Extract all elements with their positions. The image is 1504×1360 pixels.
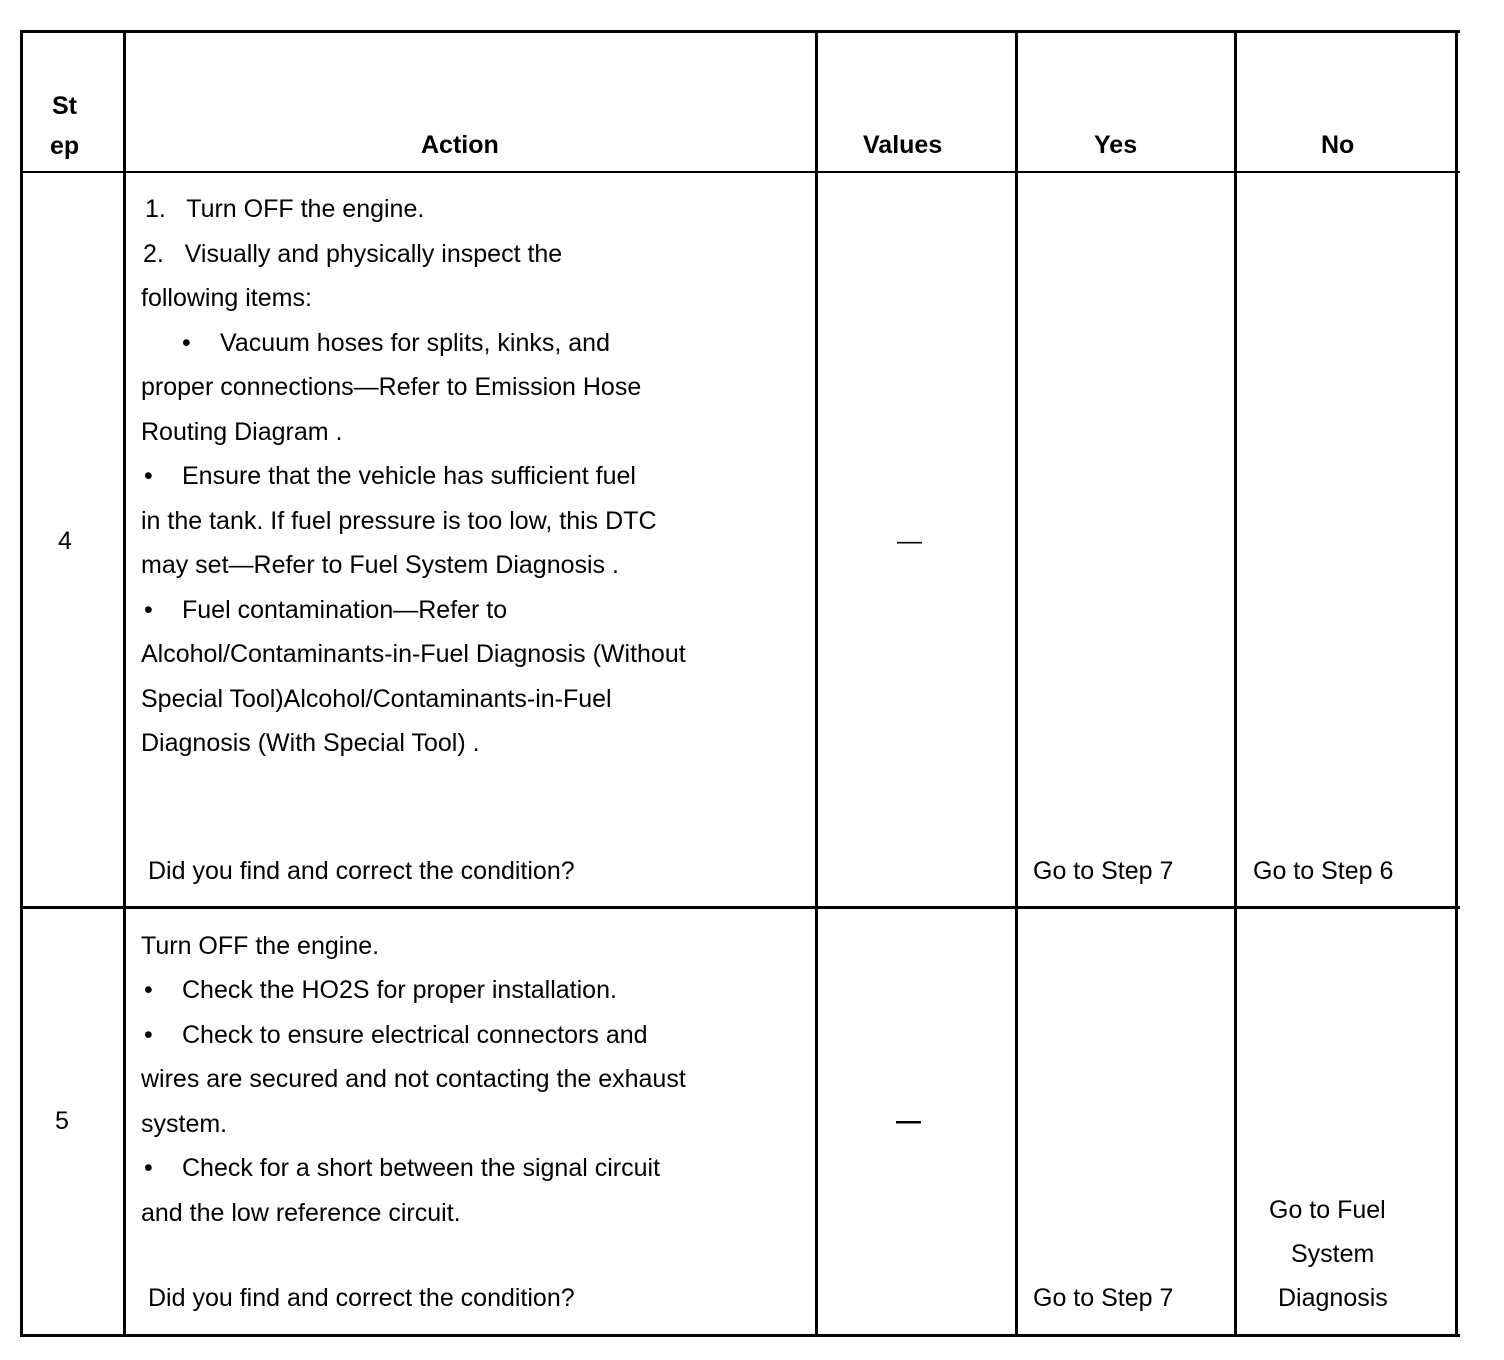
action-line: following items: bbox=[141, 284, 312, 312]
values-dash: — bbox=[896, 1107, 921, 1135]
table-right-border bbox=[1455, 30, 1458, 1337]
no-result-line: Diagnosis bbox=[1278, 1284, 1388, 1312]
action-line: Check for a short between the signal circuit bbox=[182, 1154, 661, 1182]
bullet-icon: • bbox=[182, 329, 191, 357]
action-line: Check to ensure electrical connectors and bbox=[182, 1021, 648, 1049]
no-result-line: Go to Fuel bbox=[1269, 1196, 1386, 1224]
bullet-icon: • bbox=[144, 1021, 153, 1049]
column-divider-step-action bbox=[123, 30, 126, 1337]
action-line: proper connections—Refer to Emission Hose bbox=[141, 373, 642, 401]
action-line: Diagnosis (With Special Tool) . bbox=[141, 729, 480, 757]
bullet-icon: • bbox=[144, 462, 153, 490]
action-line: Fuel contamination—Refer to bbox=[182, 596, 508, 624]
action-line: 2. Visually and physically inspect the bbox=[143, 240, 563, 268]
header-no: No bbox=[1321, 131, 1355, 159]
action-line: Check the HO2S for proper installation. bbox=[182, 976, 617, 1004]
no-result: Go to Step 6 bbox=[1253, 857, 1394, 885]
action-line: may set—Refer to Fuel System Diagnosis . bbox=[141, 551, 619, 579]
action-line: system. bbox=[141, 1110, 228, 1138]
yes-result: Go to Step 7 bbox=[1033, 1284, 1174, 1312]
action-line: Ensure that the vehicle has sufficient fuel bbox=[182, 462, 636, 490]
action-line: 1. Turn OFF the engine. bbox=[145, 195, 425, 223]
header-step-line2: ep bbox=[50, 132, 80, 160]
action-line: and the low reference circuit. bbox=[141, 1199, 461, 1227]
bullet-icon: • bbox=[144, 596, 153, 624]
column-divider-values-yes bbox=[1015, 30, 1018, 1337]
row4-bottom-border bbox=[20, 906, 1460, 909]
table-left-border bbox=[20, 30, 23, 1337]
column-divider-action-values bbox=[815, 30, 818, 1337]
bullet-icon: • bbox=[144, 976, 153, 1004]
table-bottom-border bbox=[20, 1334, 1460, 1337]
action-line: wires are secured and not contacting the exhaust bbox=[141, 1065, 686, 1093]
header-values: Values bbox=[863, 131, 943, 159]
action-line: Routing Diagram . bbox=[141, 418, 343, 446]
action-line: Turn OFF the engine. bbox=[141, 932, 380, 960]
header-step-line1: St bbox=[52, 92, 77, 120]
header-bottom-border bbox=[20, 171, 1460, 173]
header-action: Action bbox=[421, 131, 499, 159]
action-line: Alcohol/Contaminants-in-Fuel Diagnosis (Without bbox=[141, 640, 686, 668]
step-number: 4 bbox=[58, 527, 72, 555]
action-line: in the tank. If fuel pressure is too low, this DTC bbox=[141, 507, 657, 535]
action-line: Special Tool)Alcohol/Contaminants-in-Fuel bbox=[141, 685, 612, 713]
bullet-icon: • bbox=[144, 1154, 153, 1182]
table-top-border bbox=[20, 30, 1460, 33]
step-number: 5 bbox=[55, 1107, 69, 1135]
header-yes: Yes bbox=[1094, 131, 1138, 159]
yes-result: Go to Step 7 bbox=[1033, 857, 1174, 885]
no-result-line: System bbox=[1291, 1240, 1375, 1268]
action-line: Vacuum hoses for splits, kinks, and bbox=[220, 329, 610, 357]
question-text: Did you find and correct the condition? bbox=[148, 857, 575, 885]
column-divider-yes-no bbox=[1234, 30, 1237, 1337]
question-text: Did you find and correct the condition? bbox=[148, 1284, 575, 1312]
values-dash: — bbox=[897, 527, 922, 555]
